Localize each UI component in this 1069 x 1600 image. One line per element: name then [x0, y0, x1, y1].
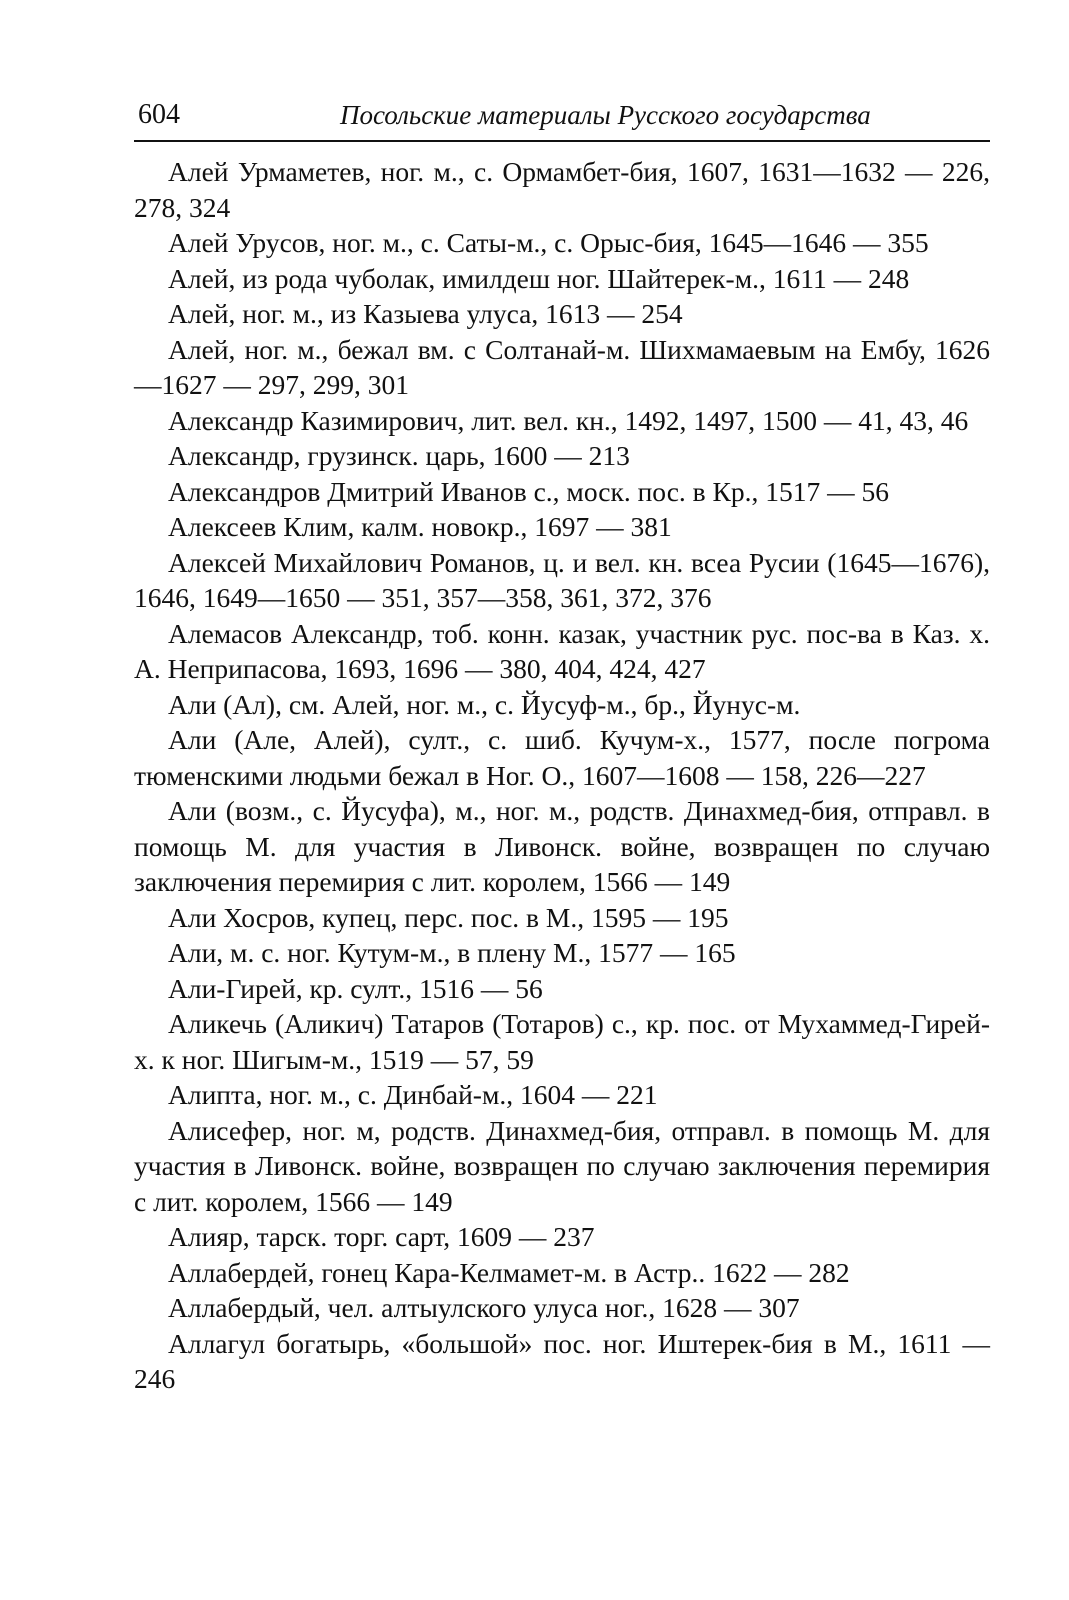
running-head: [134, 92, 990, 142]
index-entry: Аллабердый, чел. алтыулского улуса ног., 1628 — 307: [168, 1292, 800, 1323]
index-entry: Алей, ног. м., из Казыева улуса, 1613 — 254: [168, 298, 683, 329]
index-entry: Александров Дмитрий Иванов с., моск. пос. в Кр., 1517 — 56: [168, 475, 890, 507]
index-entry: Али-Гирей, кр. султ., 1516 — 56: [168, 972, 543, 1004]
book-page: [134, 92, 990, 1397]
page-number: 604: [138, 99, 180, 130]
index-entry: Алипта, ног. м., с. Динбай-м., 1604 — 221: [168, 1079, 658, 1110]
index-entry: Алексеев Клим, калм. новокр., 1697 — 381: [168, 511, 672, 542]
index-entry: Али Хосров, купец, перс. пос. в М., 1595 — 195: [168, 901, 729, 933]
index-entry: Али (Ал), см. Алей, ног. м., с. Йусуф-м., бр., Йунус-м.: [168, 688, 801, 720]
index-entry: Александр Казимирович, лит. вел. кн., 1492, 1497, 1500 — 41, 43, 46: [168, 404, 969, 436]
index-entry: Алей, ног. м., бежал вм. с Солтанай-м. Шихмамаевым на Ембу, 1626—1627 — 297, 299, 301: [134, 333, 990, 400]
index-entries: [134, 154, 990, 1397]
index-entry: Алей Урусов, ног. м., с. Саты-м., с. Орыс-бия, 1645—1646 — 355: [168, 227, 929, 258]
index-entry: Александр, грузинск. царь, 1600 — 213: [168, 440, 630, 471]
index-entry: Алияр, тарск. торг. сарт, 1609 — 237: [168, 1221, 595, 1252]
index-entry: Аллагул богатырь, «большой» пос. ног. Иштерек-бия в М., 1611 — 246: [134, 1327, 990, 1394]
index-entry: Алисефер, ног. м, родств. Динахмед-бия, отправл. в помощь М. для участия в Ливонск. войне, возвращен по случаю заключения перемирия с лит. королем, 1566 — 149: [134, 1114, 990, 1217]
index-entry: Алей Урмаметев, ног. м., с. Ормамбет-бия, 1607, 1631—1632 — 226, 278, 324: [134, 156, 990, 223]
index-entry: Аликечь (Аликич) Татаров (Тотаров) с., кр. пос. от Мухаммед-Гирей-х. к ног. Шигым-м., 1519 — 57, 59: [134, 1008, 990, 1075]
index-entry: Аллабердей, гонец Кара-Келмамет-м. в Астр.. 1622 — 282: [168, 1256, 850, 1288]
running-title: Посольские материалы Русского государства: [340, 100, 871, 130]
index-entry: Али, м. с. ног. Кутум-м., в плену М., 1577 — 165: [168, 937, 736, 968]
index-entry: Алексей Михайлович Романов, ц. и вел. кн. всеа Русии (1645—1676), 1646, 1649—1650 — 351, 357—358, 361, 372, 376: [134, 546, 990, 613]
index-entry: Али (Але, Алей), султ., с. шиб. Кучум-х., 1577, после погрома тюменскими людьми бежал в Ног. О., 1607—1608 — 158, 226—227: [134, 724, 990, 791]
index-entry: Алей, из рода чуболак, имилдеш ног. Шайтерек-м., 1611 — 248: [168, 262, 910, 294]
index-entry: Алемасов Александр, тоб. конн. казак, участник рус. пос-ва в Каз. х. А. Неприпасова, 1693, 1696 — 380, 404, 424, 427: [134, 617, 990, 684]
index-entry: Али (возм., с. Йусуфа), м., ног. м., родств. Динахмед-бия, отправл. в помощь М. для участия в Ливонск. войне, возвращен по случаю заключения перемирия с лит. королем, 1566 — 149: [134, 795, 990, 897]
